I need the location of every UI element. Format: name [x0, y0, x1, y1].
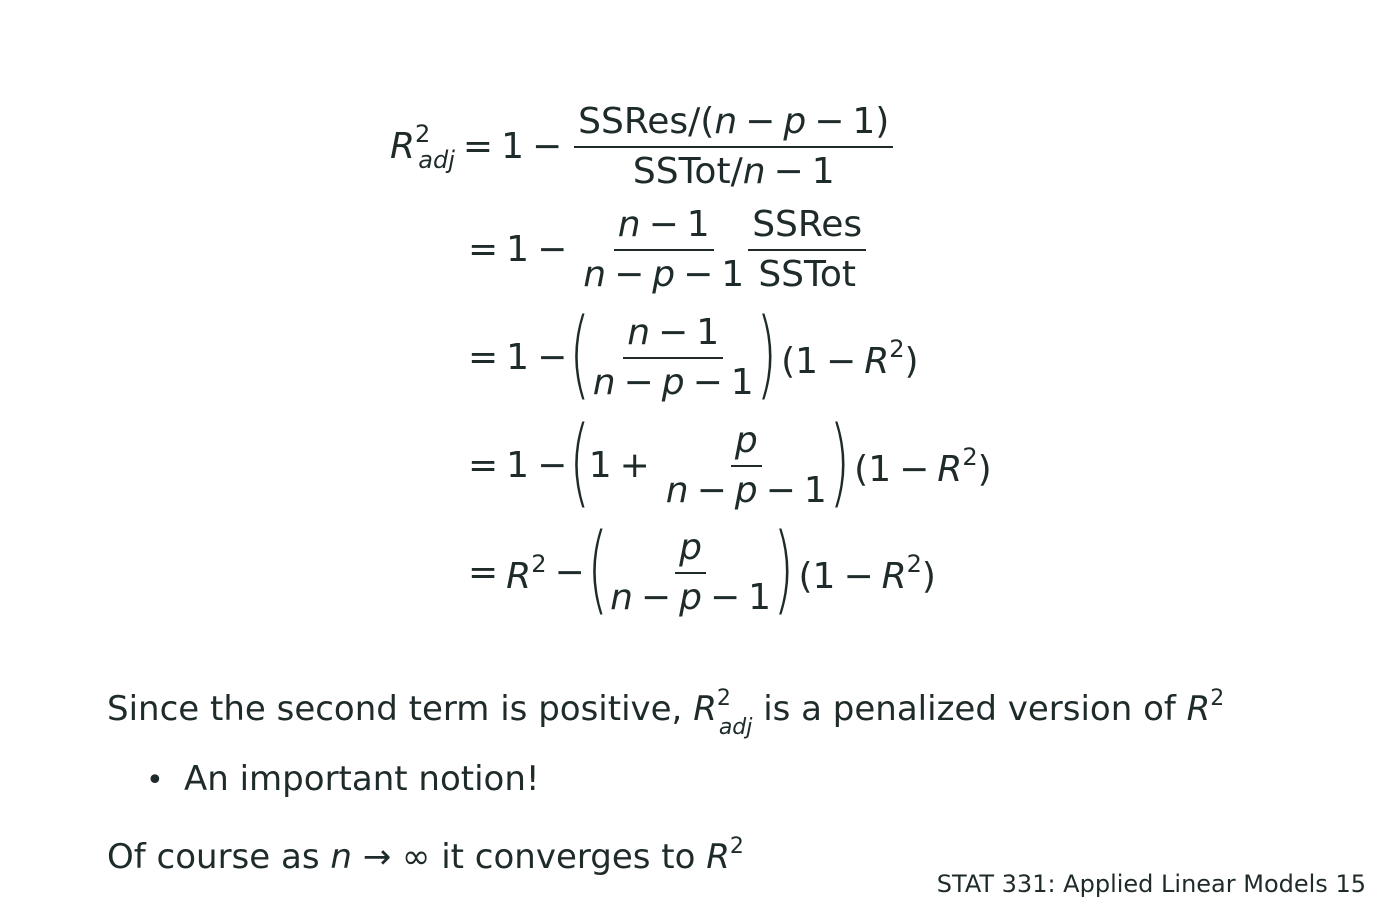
equation-row-5: = $R^2$ − ( $\frac{p}{n - p - 1}$ ) $(1 - R^2)$ [468, 513, 936, 625]
lhs-symbol: R [390, 125, 416, 167]
left-paren: ( [569, 298, 591, 410]
equation-row-3: = 1 − ( $\frac{n - 1}{n - p - 1}$ ) $(1 - R^2)$ [468, 298, 919, 410]
equals-sign: = [468, 228, 499, 270]
bullet-icon: • [146, 763, 164, 798]
fraction-ssres-sstot: $\frac{\text{SSRes}}{\text{SSTot}}$ [748, 205, 866, 294]
bullet-text: An important notion! [184, 759, 540, 799]
equation-row-1 [390, 102, 897, 191]
one-minus-r2: $(1 - R^2)$ [798, 549, 936, 597]
denominator: SSTot/n − 1 [632, 150, 835, 192]
lhs-sup: 2 [415, 119, 431, 148]
lhs-sub: adj [418, 145, 455, 174]
equals-sign: = [462, 125, 494, 167]
equation-row-2: = 1 − $\frac{n - 1}{n - p - 1}$ $\frac{\text{SSRes}}{\text{SSTot}}$ [460, 205, 870, 294]
equation-row-4: = 1 − ( 1 + $\frac{p}{n - p - 1}$ ) $(1 - R^2)$ [468, 406, 992, 518]
one: 1 [501, 125, 524, 167]
fraction-ssres-over-sstot [574, 102, 893, 191]
numerator: SSRes/(n − p − 1) [574, 102, 893, 148]
one-minus-r2: $(1 - R^2)$ [781, 334, 919, 382]
right-paren: ) [756, 298, 777, 410]
fraction-p-over-n-p-1: $\frac{p}{n - p - 1}$ [610, 527, 772, 618]
course-title: STAT 331: Applied Linear Models [936, 870, 1328, 898]
fraction-n-minus-1: $\frac{n - 1}{n - p - 1}$ [583, 204, 745, 295]
fraction-p-over-n-p-1: $\frac{p}{n - p - 1}$ [665, 420, 827, 511]
fraction-n-minus-1: $\frac{n - 1}{n - p - 1}$ [592, 312, 754, 403]
minus-sign: − [531, 125, 563, 167]
one-minus-r2: $(1 - R^2)$ [854, 442, 992, 490]
text-line-penalized: Since the second term is positive, $R^2adj$ is a penalized version of $R^2$ [107, 686, 1225, 740]
text-line-converges: Of course as n → ∞ it converges to $R^2$ [107, 834, 744, 877]
slide-footer [937, 870, 1366, 898]
lhs [390, 119, 455, 174]
page-number: 15 [1335, 870, 1366, 898]
